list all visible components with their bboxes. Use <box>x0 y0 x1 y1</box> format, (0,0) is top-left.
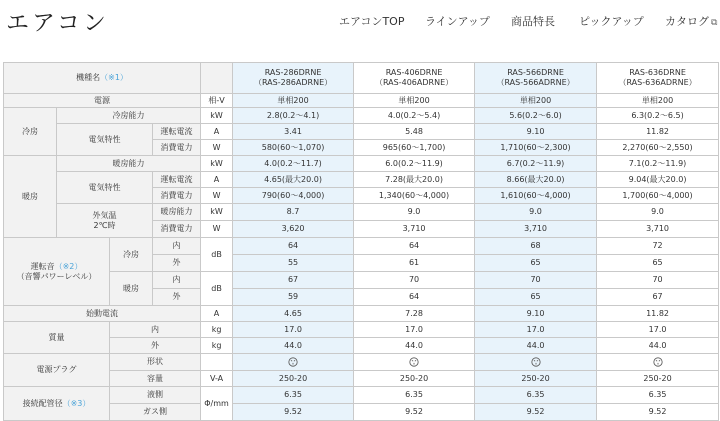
pipe-label: 接続配管径 <box>22 398 63 408</box>
mass-section-label: 質量 <box>4 322 110 354</box>
cooling-elec-label: 電気特性 <box>57 124 153 156</box>
model-alt-code: （RAS-286ADRNE） <box>253 78 333 87</box>
unit-cell: kW <box>201 204 233 221</box>
value-cell: 7.28 <box>354 306 475 322</box>
value-cell: 17.0 <box>597 322 719 338</box>
value-cell: 2.8(0.2〜4.1) <box>233 108 354 124</box>
cooling-section-label: 冷房 <box>4 108 57 156</box>
heating-capacity-label: 暖房能力 <box>57 156 201 172</box>
plug-shape-icon <box>288 357 298 367</box>
model-cell <box>597 63 719 94</box>
value-cell: 6.35 <box>354 387 475 404</box>
nav-catalog[interactable] <box>665 13 717 29</box>
value-cell: 6.0(0.2〜11.9) <box>354 156 475 172</box>
table-row <box>4 272 719 289</box>
model-cell <box>354 63 475 94</box>
heating-elec-label: 電気特性 <box>57 172 153 204</box>
value-cell: 3,710 <box>354 221 475 238</box>
plug-section-label: 電源プラグ <box>4 354 110 387</box>
value-cell: 9.52 <box>233 404 354 421</box>
value-cell: 250-20 <box>233 371 354 387</box>
value-cell: 17.0 <box>475 322 597 338</box>
unit-cell: A <box>201 124 233 140</box>
table-row <box>4 156 719 172</box>
value-cell: 65 <box>475 289 597 306</box>
value-cell: 9.10 <box>475 124 597 140</box>
table-row <box>4 124 719 140</box>
value-cell: 790(60〜4,000) <box>233 188 354 204</box>
outdoor-consumption-label: 消費電力 <box>153 221 201 238</box>
cooling-capacity-label: 冷房能力 <box>57 108 201 124</box>
table-row <box>4 204 719 221</box>
value-cell: 3,710 <box>475 221 597 238</box>
unit-cell: W <box>201 140 233 156</box>
value-cell: 17.0 <box>233 322 354 338</box>
unit-cell: W <box>201 221 233 238</box>
noise-sublabel: （音響パワーレベル） <box>16 271 97 281</box>
value-cell: 9.52 <box>597 404 719 421</box>
value-cell: 580(60〜1,070) <box>233 140 354 156</box>
plug-capacity-label: 容量 <box>110 371 201 387</box>
table-row <box>4 63 719 94</box>
nav-aircon-top[interactable]: エアコンTOP <box>339 15 405 28</box>
value-cell: 2,270(60〜2,550) <box>597 140 719 156</box>
value-cell: 7.1(0.2〜11.9) <box>597 156 719 172</box>
value-cell: 6.3(0.2〜6.5) <box>597 108 719 124</box>
model-name-header <box>4 63 201 94</box>
model-code: RAS-286DRNE <box>264 68 322 78</box>
value-cell: 4.0(0.2〜11.7) <box>233 156 354 172</box>
unit-cell: A <box>201 172 233 188</box>
value-cell: 70 <box>354 272 475 289</box>
value-cell: 67 <box>597 289 719 306</box>
value-cell: 965(60〜1,700) <box>354 140 475 156</box>
nav-features[interactable]: 商品特長 <box>511 15 555 28</box>
table-row <box>4 338 719 354</box>
unit-cell: kW <box>201 156 233 172</box>
value-cell: 65 <box>597 255 719 272</box>
external-link-icon: ⧉ <box>711 18 718 28</box>
value-cell: 44.0 <box>233 338 354 354</box>
nav-lineup[interactable]: ラインアップ <box>425 15 490 28</box>
value-cell: 4.0(0.2〜5.4) <box>354 108 475 124</box>
table-row <box>4 404 719 421</box>
model-code: RAS-636DRNE <box>629 68 686 78</box>
model-alt-code: （RAS-566ADRNE） <box>496 78 575 87</box>
value-cell: 64 <box>354 289 475 306</box>
value-cell: 4.65(最大20.0) <box>233 172 354 188</box>
value-cell: 70 <box>597 272 719 289</box>
table-row <box>4 238 719 255</box>
heating-current-label: 運転電流 <box>153 172 201 188</box>
value-cell: 68 <box>475 238 597 255</box>
value-cell: 3,710 <box>597 221 719 238</box>
value-cell: 250-20 <box>597 371 719 387</box>
unit-cell: dB <box>201 272 233 306</box>
model-note[interactable]: （※1） <box>100 73 128 83</box>
value-cell: 1,710(60〜2,300) <box>475 140 597 156</box>
unit-cell: Φ/mm <box>201 387 233 421</box>
noise-outer-label: 外 <box>153 289 201 306</box>
spec-table <box>3 62 719 421</box>
value-cell: 11.82 <box>597 124 719 140</box>
table-row <box>4 94 719 108</box>
plug-shape-icon <box>409 357 419 367</box>
noise-heating-label: 暖房 <box>110 272 153 306</box>
unit-cell: kg <box>201 338 233 354</box>
pipe-liquid-label: 液側 <box>110 387 201 404</box>
value-cell: 65 <box>475 255 597 272</box>
pipe-gas-label: ガス側 <box>110 404 201 421</box>
mass-inner-label: 内 <box>110 322 201 338</box>
value-cell: 単相200 <box>475 94 597 108</box>
value-cell: 44.0 <box>475 338 597 354</box>
value-cell: 17.0 <box>354 322 475 338</box>
table-row <box>4 371 719 387</box>
noise-label: 運転音 <box>30 261 55 271</box>
value-cell: 6.7(0.2〜11.9) <box>475 156 597 172</box>
value-cell: 単相200 <box>233 94 354 108</box>
model-name-label: 機種名 <box>76 73 101 83</box>
table-row <box>4 387 719 404</box>
value-cell: 単相200 <box>597 94 719 108</box>
plug-shape-cell <box>233 354 354 371</box>
value-cell: 55 <box>233 255 354 272</box>
noise-cooling-label: 冷房 <box>110 238 153 272</box>
heating-consumption-label: 消費電力 <box>153 188 201 204</box>
outdoor-temp-label <box>57 204 153 238</box>
value-cell: 8.66(最大20.0) <box>475 172 597 188</box>
start-current-label: 始動電流 <box>4 306 201 322</box>
value-cell: 9.0 <box>475 204 597 221</box>
value-cell: 44.0 <box>597 338 719 354</box>
cooling-current-label: 運転電流 <box>153 124 201 140</box>
cooling-consumption-label: 消費電力 <box>153 140 201 156</box>
unit-cell: dB <box>201 238 233 272</box>
unit-cell: W <box>201 188 233 204</box>
table-row <box>4 306 719 322</box>
empty-unit-cell <box>201 63 233 94</box>
value-cell: 6.35 <box>233 387 354 404</box>
unit-cell <box>201 354 233 371</box>
plug-shape-cell <box>475 354 597 371</box>
value-cell: 250-20 <box>354 371 475 387</box>
nav-pickup[interactable]: ピックアップ <box>579 15 644 28</box>
noise-inner-label: 内 <box>153 272 201 289</box>
value-cell: 3.41 <box>233 124 354 140</box>
unit-cell: kW <box>201 108 233 124</box>
plug-shape-icon <box>653 357 663 367</box>
value-cell: 7.28(最大20.0) <box>354 172 475 188</box>
value-cell: 6.35 <box>475 387 597 404</box>
outdoor-temp-line2: 2℃時 <box>93 220 116 230</box>
outdoor-temp-line1: 外気温 <box>92 210 117 220</box>
noise-note[interactable]: （※2） <box>54 261 83 271</box>
value-cell: 単相200 <box>354 94 475 108</box>
table-row <box>4 322 719 338</box>
noise-inner-label: 内 <box>153 238 201 255</box>
site-logo[interactable]: エアコン <box>6 10 109 36</box>
power-label: 電源 <box>4 94 201 108</box>
table-row <box>4 172 719 188</box>
model-cell <box>233 63 354 94</box>
value-cell: 11.82 <box>597 306 719 322</box>
model-cell <box>475 63 597 94</box>
value-cell: 9.0 <box>354 204 475 221</box>
value-cell: 1,610(60〜4,000) <box>475 188 597 204</box>
value-cell: 1,340(60〜4,000) <box>354 188 475 204</box>
value-cell: 9.52 <box>354 404 475 421</box>
model-code: RAS-406DRNE <box>385 68 443 78</box>
value-cell: 67 <box>233 272 354 289</box>
noise-outer-label: 外 <box>153 255 201 272</box>
site-header <box>0 0 720 50</box>
heating-section-label: 暖房 <box>4 156 57 238</box>
value-cell: 9.52 <box>475 404 597 421</box>
model-alt-code: （RAS-636ADRNE） <box>618 78 697 87</box>
nav-catalog-label: カタログ <box>665 15 709 28</box>
value-cell: 1,700(60〜4,000) <box>597 188 719 204</box>
value-cell: 4.65 <box>233 306 354 322</box>
outdoor-capacity-label: 暖房能力 <box>153 204 201 221</box>
model-alt-code: （RAS-406ADRNE） <box>374 78 454 87</box>
table-row <box>4 108 719 124</box>
plug-shape-icon <box>531 357 541 367</box>
value-cell: 44.0 <box>354 338 475 354</box>
value-cell: 3,620 <box>233 221 354 238</box>
value-cell: 9.04(最大20.0) <box>597 172 719 188</box>
unit-cell: A <box>201 306 233 322</box>
value-cell: 59 <box>233 289 354 306</box>
value-cell: 6.35 <box>597 387 719 404</box>
value-cell: 5.6(0.2〜6.0) <box>475 108 597 124</box>
plug-shape-cell <box>354 354 475 371</box>
table-row <box>4 354 719 371</box>
plug-shape-cell <box>597 354 719 371</box>
value-cell: 9.10 <box>475 306 597 322</box>
noise-section-label <box>4 238 110 306</box>
value-cell: 64 <box>233 238 354 255</box>
value-cell: 70 <box>475 272 597 289</box>
value-cell: 8.7 <box>233 204 354 221</box>
plug-shape-label: 形状 <box>110 354 201 371</box>
value-cell: 5.48 <box>354 124 475 140</box>
value-cell: 61 <box>354 255 475 272</box>
model-code: RAS-566DRNE <box>507 68 564 78</box>
pipe-section-label <box>4 387 110 421</box>
unit-cell: kg <box>201 322 233 338</box>
pipe-note[interactable]: （※3） <box>62 398 91 408</box>
unit-cell: V-A <box>201 371 233 387</box>
value-cell: 64 <box>354 238 475 255</box>
value-cell: 250-20 <box>475 371 597 387</box>
mass-outer-label: 外 <box>110 338 201 354</box>
value-cell: 9.0 <box>597 204 719 221</box>
unit-cell: 相-V <box>201 94 233 108</box>
value-cell: 72 <box>597 238 719 255</box>
